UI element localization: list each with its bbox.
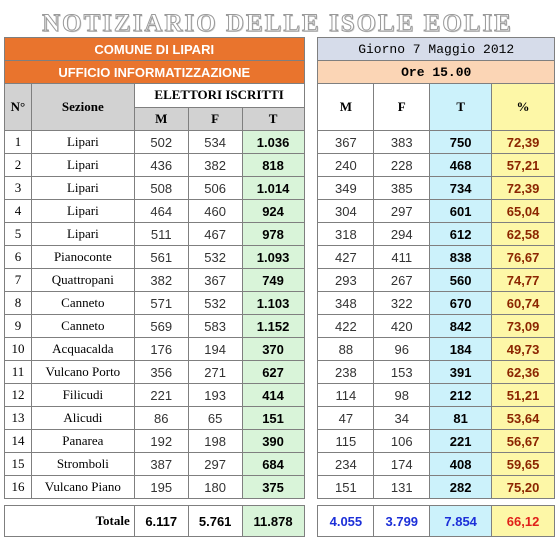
col-header-voters-m: M bbox=[318, 84, 374, 131]
voters-m: 318 bbox=[318, 223, 374, 246]
registered-total: 151 bbox=[242, 407, 304, 430]
section-name: Acquacalda bbox=[31, 338, 134, 361]
turnout-percent: 56,67 bbox=[492, 430, 555, 453]
registered-m: 508 bbox=[134, 177, 188, 200]
table-row bbox=[5, 246, 555, 269]
registered-m: 502 bbox=[134, 131, 188, 154]
totals-voters-m: 4.055 bbox=[318, 506, 374, 537]
voters-m: 114 bbox=[318, 384, 374, 407]
voters-m: 88 bbox=[318, 338, 374, 361]
voters-total: 560 bbox=[430, 269, 492, 292]
voters-m: 238 bbox=[318, 361, 374, 384]
voters-total: 221 bbox=[430, 430, 492, 453]
row-number: 9 bbox=[5, 315, 32, 338]
turnout-percent: 53,64 bbox=[492, 407, 555, 430]
voters-m: 293 bbox=[318, 269, 374, 292]
voters-f: 228 bbox=[374, 154, 430, 177]
turnout-percent: 76,67 bbox=[492, 246, 555, 269]
section-name: Lipari bbox=[31, 200, 134, 223]
voters-m: 47 bbox=[318, 407, 374, 430]
totals-registered-m: 6.117 bbox=[134, 506, 188, 537]
table-row bbox=[5, 361, 555, 384]
voters-total: 468 bbox=[430, 154, 492, 177]
col-header-registered-t: T bbox=[242, 107, 304, 131]
table-row bbox=[5, 338, 555, 361]
registered-m: 464 bbox=[134, 200, 188, 223]
voters-f: 174 bbox=[374, 453, 430, 476]
date-label: Giorno 7 Maggio 2012 bbox=[318, 38, 555, 61]
totals-registered-total: 11.878 bbox=[242, 506, 304, 537]
registered-m: 436 bbox=[134, 154, 188, 177]
col-header-voters-f: F bbox=[374, 84, 430, 131]
voters-total: 282 bbox=[430, 476, 492, 499]
row-number: 6 bbox=[5, 246, 32, 269]
voters-total: 842 bbox=[430, 315, 492, 338]
table-row bbox=[5, 384, 555, 407]
registered-m: 569 bbox=[134, 315, 188, 338]
registered-f: 180 bbox=[188, 476, 242, 499]
section-name: Filicudi bbox=[31, 384, 134, 407]
registered-f: 367 bbox=[188, 269, 242, 292]
registered-f: 532 bbox=[188, 292, 242, 315]
section-name: Pianoconte bbox=[31, 246, 134, 269]
row-number: 16 bbox=[5, 476, 32, 499]
table-row bbox=[5, 223, 555, 246]
registered-total: 370 bbox=[242, 338, 304, 361]
table-row bbox=[5, 476, 555, 499]
registered-f: 65 bbox=[188, 407, 242, 430]
row-number: 14 bbox=[5, 430, 32, 453]
totals-row bbox=[5, 506, 555, 537]
voters-total: 734 bbox=[430, 177, 492, 200]
totals-voters-f: 3.799 bbox=[374, 506, 430, 537]
table-row bbox=[5, 407, 555, 430]
section-name: Vulcano Porto bbox=[31, 361, 134, 384]
totals-voters-total: 7.854 bbox=[430, 506, 492, 537]
registered-m: 176 bbox=[134, 338, 188, 361]
voters-m: 367 bbox=[318, 131, 374, 154]
registered-m: 195 bbox=[134, 476, 188, 499]
table-row bbox=[5, 177, 555, 200]
voters-m: 422 bbox=[318, 315, 374, 338]
section-name: Panarea bbox=[31, 430, 134, 453]
voters-f: 297 bbox=[374, 200, 430, 223]
registered-m: 192 bbox=[134, 430, 188, 453]
col-header-section: Sezione bbox=[31, 84, 134, 131]
voters-f: 322 bbox=[374, 292, 430, 315]
voters-m: 115 bbox=[318, 430, 374, 453]
voters-m: 427 bbox=[318, 246, 374, 269]
registered-total: 414 bbox=[242, 384, 304, 407]
voters-m: 304 bbox=[318, 200, 374, 223]
voters-m: 240 bbox=[318, 154, 374, 177]
voters-f: 385 bbox=[374, 177, 430, 200]
registered-m: 561 bbox=[134, 246, 188, 269]
turnout-percent: 74,77 bbox=[492, 269, 555, 292]
table-row bbox=[5, 200, 555, 223]
registered-total: 1.014 bbox=[242, 177, 304, 200]
registered-f: 583 bbox=[188, 315, 242, 338]
header-row-1 bbox=[5, 84, 555, 108]
row-number: 10 bbox=[5, 338, 32, 361]
row-number: 11 bbox=[5, 361, 32, 384]
registered-f: 194 bbox=[188, 338, 242, 361]
row-number: 12 bbox=[5, 384, 32, 407]
voters-m: 151 bbox=[318, 476, 374, 499]
registered-f: 297 bbox=[188, 453, 242, 476]
table-row bbox=[5, 269, 555, 292]
row-number: 1 bbox=[5, 131, 32, 154]
voters-total: 81 bbox=[430, 407, 492, 430]
registered-m: 511 bbox=[134, 223, 188, 246]
registered-m: 86 bbox=[134, 407, 188, 430]
registered-total: 1.036 bbox=[242, 131, 304, 154]
voters-f: 34 bbox=[374, 407, 430, 430]
voters-f: 106 bbox=[374, 430, 430, 453]
time-label: Ore 15.00 bbox=[318, 61, 555, 84]
voters-f: 411 bbox=[374, 246, 430, 269]
turnout-percent: 65,04 bbox=[492, 200, 555, 223]
registered-total: 1.103 bbox=[242, 292, 304, 315]
voters-total: 750 bbox=[430, 131, 492, 154]
col-header-registered-f: F bbox=[188, 107, 242, 131]
registered-f: 193 bbox=[188, 384, 242, 407]
totals-registered-f: 5.761 bbox=[188, 506, 242, 537]
turnout-percent: 57,21 bbox=[492, 154, 555, 177]
voters-f: 98 bbox=[374, 384, 430, 407]
table-row bbox=[5, 154, 555, 177]
row-number: 13 bbox=[5, 407, 32, 430]
registered-f: 198 bbox=[188, 430, 242, 453]
voters-f: 131 bbox=[374, 476, 430, 499]
registered-total: 818 bbox=[242, 154, 304, 177]
row-number: 3 bbox=[5, 177, 32, 200]
registered-f: 382 bbox=[188, 154, 242, 177]
registered-m: 387 bbox=[134, 453, 188, 476]
office-row-1 bbox=[5, 38, 555, 61]
voters-total: 408 bbox=[430, 453, 492, 476]
row-number: 7 bbox=[5, 269, 32, 292]
registered-m: 382 bbox=[134, 269, 188, 292]
section-name: Lipari bbox=[31, 177, 134, 200]
turnout-percent: 72,39 bbox=[492, 177, 555, 200]
col-header-registered-m: M bbox=[134, 107, 188, 131]
row-number: 2 bbox=[5, 154, 32, 177]
registered-f: 506 bbox=[188, 177, 242, 200]
voters-total: 601 bbox=[430, 200, 492, 223]
col-header-number: N° bbox=[5, 84, 32, 131]
registered-total: 684 bbox=[242, 453, 304, 476]
registered-f: 467 bbox=[188, 223, 242, 246]
voters-total: 184 bbox=[430, 338, 492, 361]
turnout-percent: 60,74 bbox=[492, 292, 555, 315]
section-name: Alicudi bbox=[31, 407, 134, 430]
voters-m: 348 bbox=[318, 292, 374, 315]
registered-total: 1.093 bbox=[242, 246, 304, 269]
voters-f: 294 bbox=[374, 223, 430, 246]
registered-f: 532 bbox=[188, 246, 242, 269]
col-header-registered: ELETTORI ISCRITTI bbox=[134, 84, 304, 108]
voters-f: 383 bbox=[374, 131, 430, 154]
voters-total: 212 bbox=[430, 384, 492, 407]
section-name: Canneto bbox=[31, 292, 134, 315]
table-row bbox=[5, 430, 555, 453]
section-name: Canneto bbox=[31, 315, 134, 338]
turnout-percent: 73,09 bbox=[492, 315, 555, 338]
row-number: 4 bbox=[5, 200, 32, 223]
registered-m: 571 bbox=[134, 292, 188, 315]
section-name: Vulcano Piano bbox=[31, 476, 134, 499]
section-name: Lipari bbox=[31, 131, 134, 154]
turnout-percent: 62,58 bbox=[492, 223, 555, 246]
voters-total: 838 bbox=[430, 246, 492, 269]
registered-total: 390 bbox=[242, 430, 304, 453]
turnout-percent: 62,36 bbox=[492, 361, 555, 384]
turnout-percent: 59,65 bbox=[492, 453, 555, 476]
voters-f: 153 bbox=[374, 361, 430, 384]
registered-f: 534 bbox=[188, 131, 242, 154]
row-number: 15 bbox=[5, 453, 32, 476]
registered-f: 271 bbox=[188, 361, 242, 384]
voters-f: 420 bbox=[374, 315, 430, 338]
registered-total: 978 bbox=[242, 223, 304, 246]
table-row bbox=[5, 315, 555, 338]
masthead-watermark: NOTIZIARIO DELLE ISOLE EOLIE bbox=[42, 10, 513, 37]
table-row bbox=[5, 131, 555, 154]
registered-m: 356 bbox=[134, 361, 188, 384]
registered-total: 627 bbox=[242, 361, 304, 384]
table-row bbox=[5, 292, 555, 315]
totals-percent: 66,12 bbox=[492, 506, 555, 537]
voters-m: 234 bbox=[318, 453, 374, 476]
registered-total: 749 bbox=[242, 269, 304, 292]
registered-total: 924 bbox=[242, 200, 304, 223]
row-number: 8 bbox=[5, 292, 32, 315]
office-row-2 bbox=[5, 61, 555, 84]
registered-m: 221 bbox=[134, 384, 188, 407]
office-unit: UFFICIO INFORMATIZZAZIONE bbox=[5, 61, 305, 84]
section-name: Lipari bbox=[31, 154, 134, 177]
row-number: 5 bbox=[5, 223, 32, 246]
voters-total: 391 bbox=[430, 361, 492, 384]
turnout-table bbox=[4, 37, 555, 537]
voters-total: 670 bbox=[430, 292, 492, 315]
turnout-percent: 72,39 bbox=[492, 131, 555, 154]
voters-f: 96 bbox=[374, 338, 430, 361]
turnout-percent: 75,20 bbox=[492, 476, 555, 499]
turnout-percent: 49,73 bbox=[492, 338, 555, 361]
section-name: Quattropani bbox=[31, 269, 134, 292]
office-name: COMUNE DI LIPARI bbox=[5, 38, 305, 61]
registered-total: 1.152 bbox=[242, 315, 304, 338]
voters-f: 267 bbox=[374, 269, 430, 292]
registered-f: 460 bbox=[188, 200, 242, 223]
registered-total: 375 bbox=[242, 476, 304, 499]
totals-label: Totale bbox=[5, 506, 135, 537]
section-name: Lipari bbox=[31, 223, 134, 246]
section-name: Stromboli bbox=[31, 453, 134, 476]
col-header-percent: % bbox=[492, 84, 555, 131]
voters-total: 612 bbox=[430, 223, 492, 246]
table-row bbox=[5, 453, 555, 476]
turnout-percent: 51,21 bbox=[492, 384, 555, 407]
col-header-voters-t: T bbox=[430, 84, 492, 131]
voters-m: 349 bbox=[318, 177, 374, 200]
